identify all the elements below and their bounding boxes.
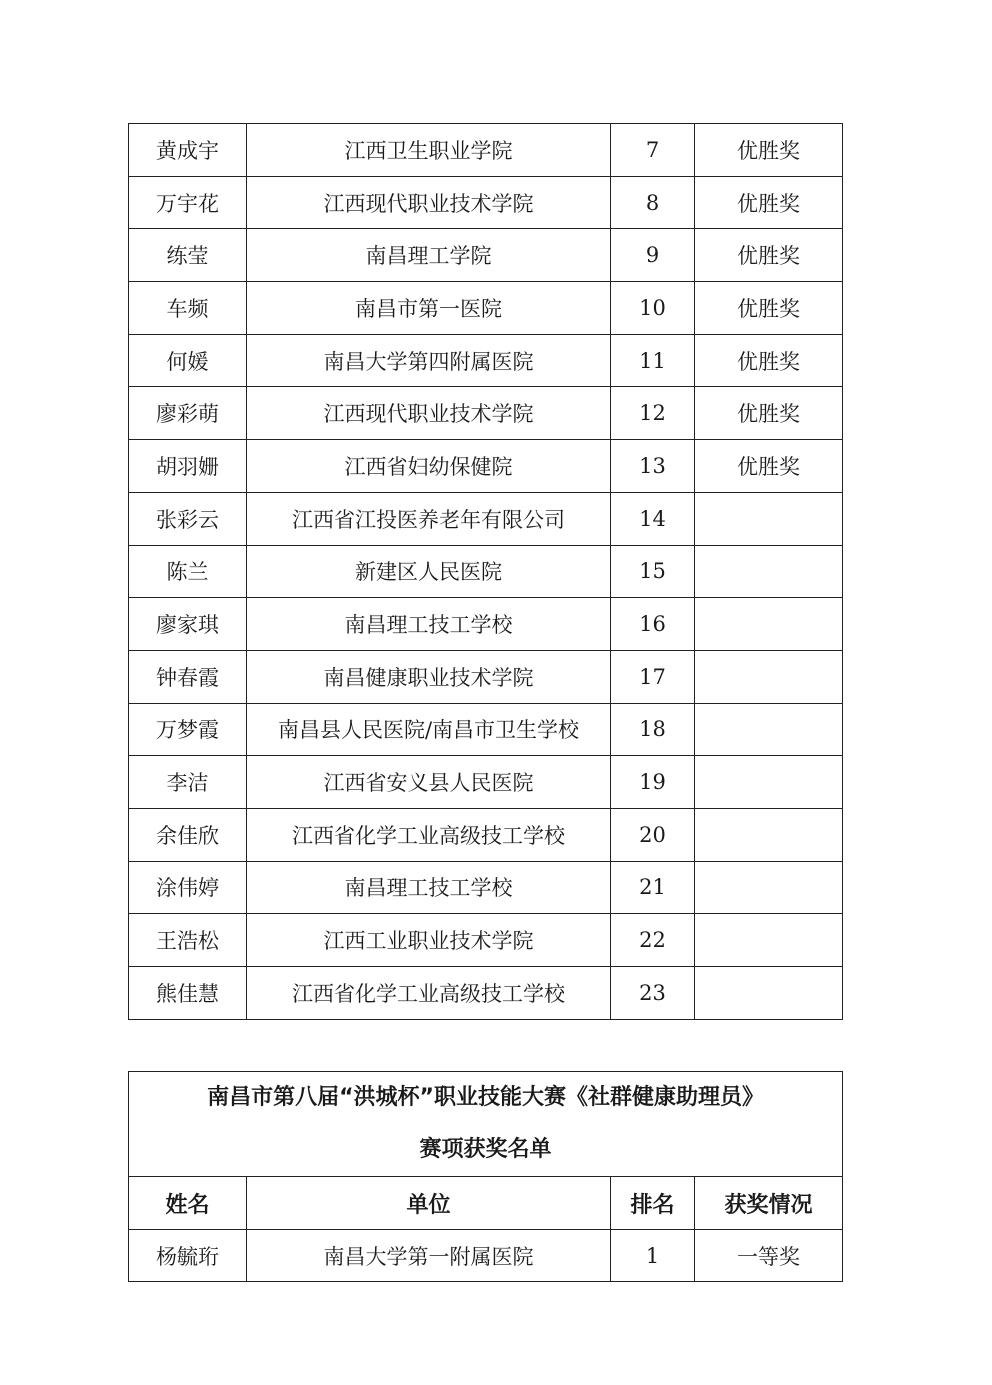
cell-unit: 南昌理工学院 [247,229,611,282]
cell-award: 优胜奖 [695,124,843,177]
cell-award [695,703,843,756]
cell-rank: 7 [611,124,695,177]
cell-name: 万宇花 [129,176,247,229]
table-row [129,440,843,493]
cell-award: 优胜奖 [695,176,843,229]
cell-award [695,861,843,914]
cell-name: 黄成宇 [129,124,247,177]
cell-name: 廖彩萌 [129,387,247,440]
cell-name: 何媛 [129,334,247,387]
cell-rank: 19 [611,756,695,809]
cell-rank: 9 [611,229,695,282]
cell-unit: 江西现代职业技术学院 [247,387,611,440]
cell-rank: 15 [611,545,695,598]
cell-unit: 南昌大学第四附属医院 [247,334,611,387]
header-rank: 排名 [611,1177,695,1230]
cell-name: 王浩松 [129,914,247,967]
cell-award: 优胜奖 [695,387,843,440]
table-row [129,545,843,598]
cell-name: 车频 [129,282,247,335]
cell-unit: 南昌理工技工学校 [247,598,611,651]
table-title-line1: 南昌市第八届“洪城杯”职业技能大赛《社群健康助理员》 [207,1085,764,1110]
cell-award: 优胜奖 [695,440,843,493]
cell-rank: 21 [611,861,695,914]
cell-rank: 12 [611,387,695,440]
cell-rank: 14 [611,492,695,545]
cell-rank: 18 [611,703,695,756]
cell-rank: 8 [611,176,695,229]
cell-unit: 新建区人民医院 [247,545,611,598]
cell-name: 余佳欣 [129,808,247,861]
table-row [129,756,843,809]
cell-award [695,598,843,651]
table-row [129,861,843,914]
table-title-line2: 赛项获奖名单 [419,1137,552,1162]
cell-unit: 南昌市第一医院 [247,282,611,335]
cell-name: 张彩云 [129,492,247,545]
cell-award [695,492,843,545]
cell-name: 李洁 [129,756,247,809]
cell-unit: 江西省江投医养老年有限公司 [247,492,611,545]
cell-award [695,808,843,861]
results-table-community-health [128,1071,843,1282]
cell-award: 优胜奖 [695,334,843,387]
table-row [129,1230,843,1282]
table-row [129,282,843,335]
table-row [129,124,843,177]
cell-award: 一等奖 [695,1230,843,1282]
cell-award [695,756,843,809]
cell-unit: 南昌理工技工学校 [247,861,611,914]
cell-name: 熊佳慧 [129,967,247,1020]
table-title [129,1072,843,1177]
cell-rank: 13 [611,440,695,493]
cell-unit: 江西省化学工业高级技工学校 [247,967,611,1020]
table-row [129,808,843,861]
table-row [129,914,843,967]
cell-award: 优胜奖 [695,229,843,282]
cell-name: 练莹 [129,229,247,282]
cell-name: 廖家琪 [129,598,247,651]
cell-rank: 22 [611,914,695,967]
table-row [129,176,843,229]
cell-award: 优胜奖 [695,282,843,335]
cell-name: 杨毓珩 [129,1230,247,1282]
cell-rank: 23 [611,967,695,1020]
header-unit: 单位 [247,1177,611,1230]
cell-rank: 20 [611,808,695,861]
header-name: 姓名 [129,1177,247,1230]
cell-unit: 南昌大学第一附属医院 [247,1230,611,1282]
table-row [129,492,843,545]
cell-name: 胡羽姗 [129,440,247,493]
cell-name: 涂伟婷 [129,861,247,914]
results-table-continued [128,123,843,1020]
cell-unit: 江西工业职业技术学院 [247,914,611,967]
cell-unit: 江西现代职业技术学院 [247,176,611,229]
cell-award [695,967,843,1020]
cell-rank: 17 [611,650,695,703]
table-row [129,387,843,440]
header-award: 获奖情况 [695,1177,843,1230]
table-header-row [129,1177,843,1230]
cell-rank: 16 [611,598,695,651]
cell-unit: 江西卫生职业学院 [247,124,611,177]
table-row [129,650,843,703]
cell-name: 陈兰 [129,545,247,598]
cell-award [695,914,843,967]
cell-unit: 南昌县人民医院/南昌市卫生学校 [247,703,611,756]
cell-rank: 11 [611,334,695,387]
table-row [129,598,843,651]
cell-unit: 江西省妇幼保健院 [247,440,611,493]
cell-rank: 1 [611,1230,695,1282]
cell-unit: 江西省化学工业高级技工学校 [247,808,611,861]
table-row [129,967,843,1020]
table-row [129,229,843,282]
cell-award [695,545,843,598]
cell-name: 钟春霞 [129,650,247,703]
cell-name: 万梦霞 [129,703,247,756]
table-row [129,703,843,756]
cell-award [695,650,843,703]
cell-unit: 江西省安义县人民医院 [247,756,611,809]
table-row [129,334,843,387]
cell-rank: 10 [611,282,695,335]
table-title-row [129,1072,843,1177]
cell-unit: 南昌健康职业技术学院 [247,650,611,703]
